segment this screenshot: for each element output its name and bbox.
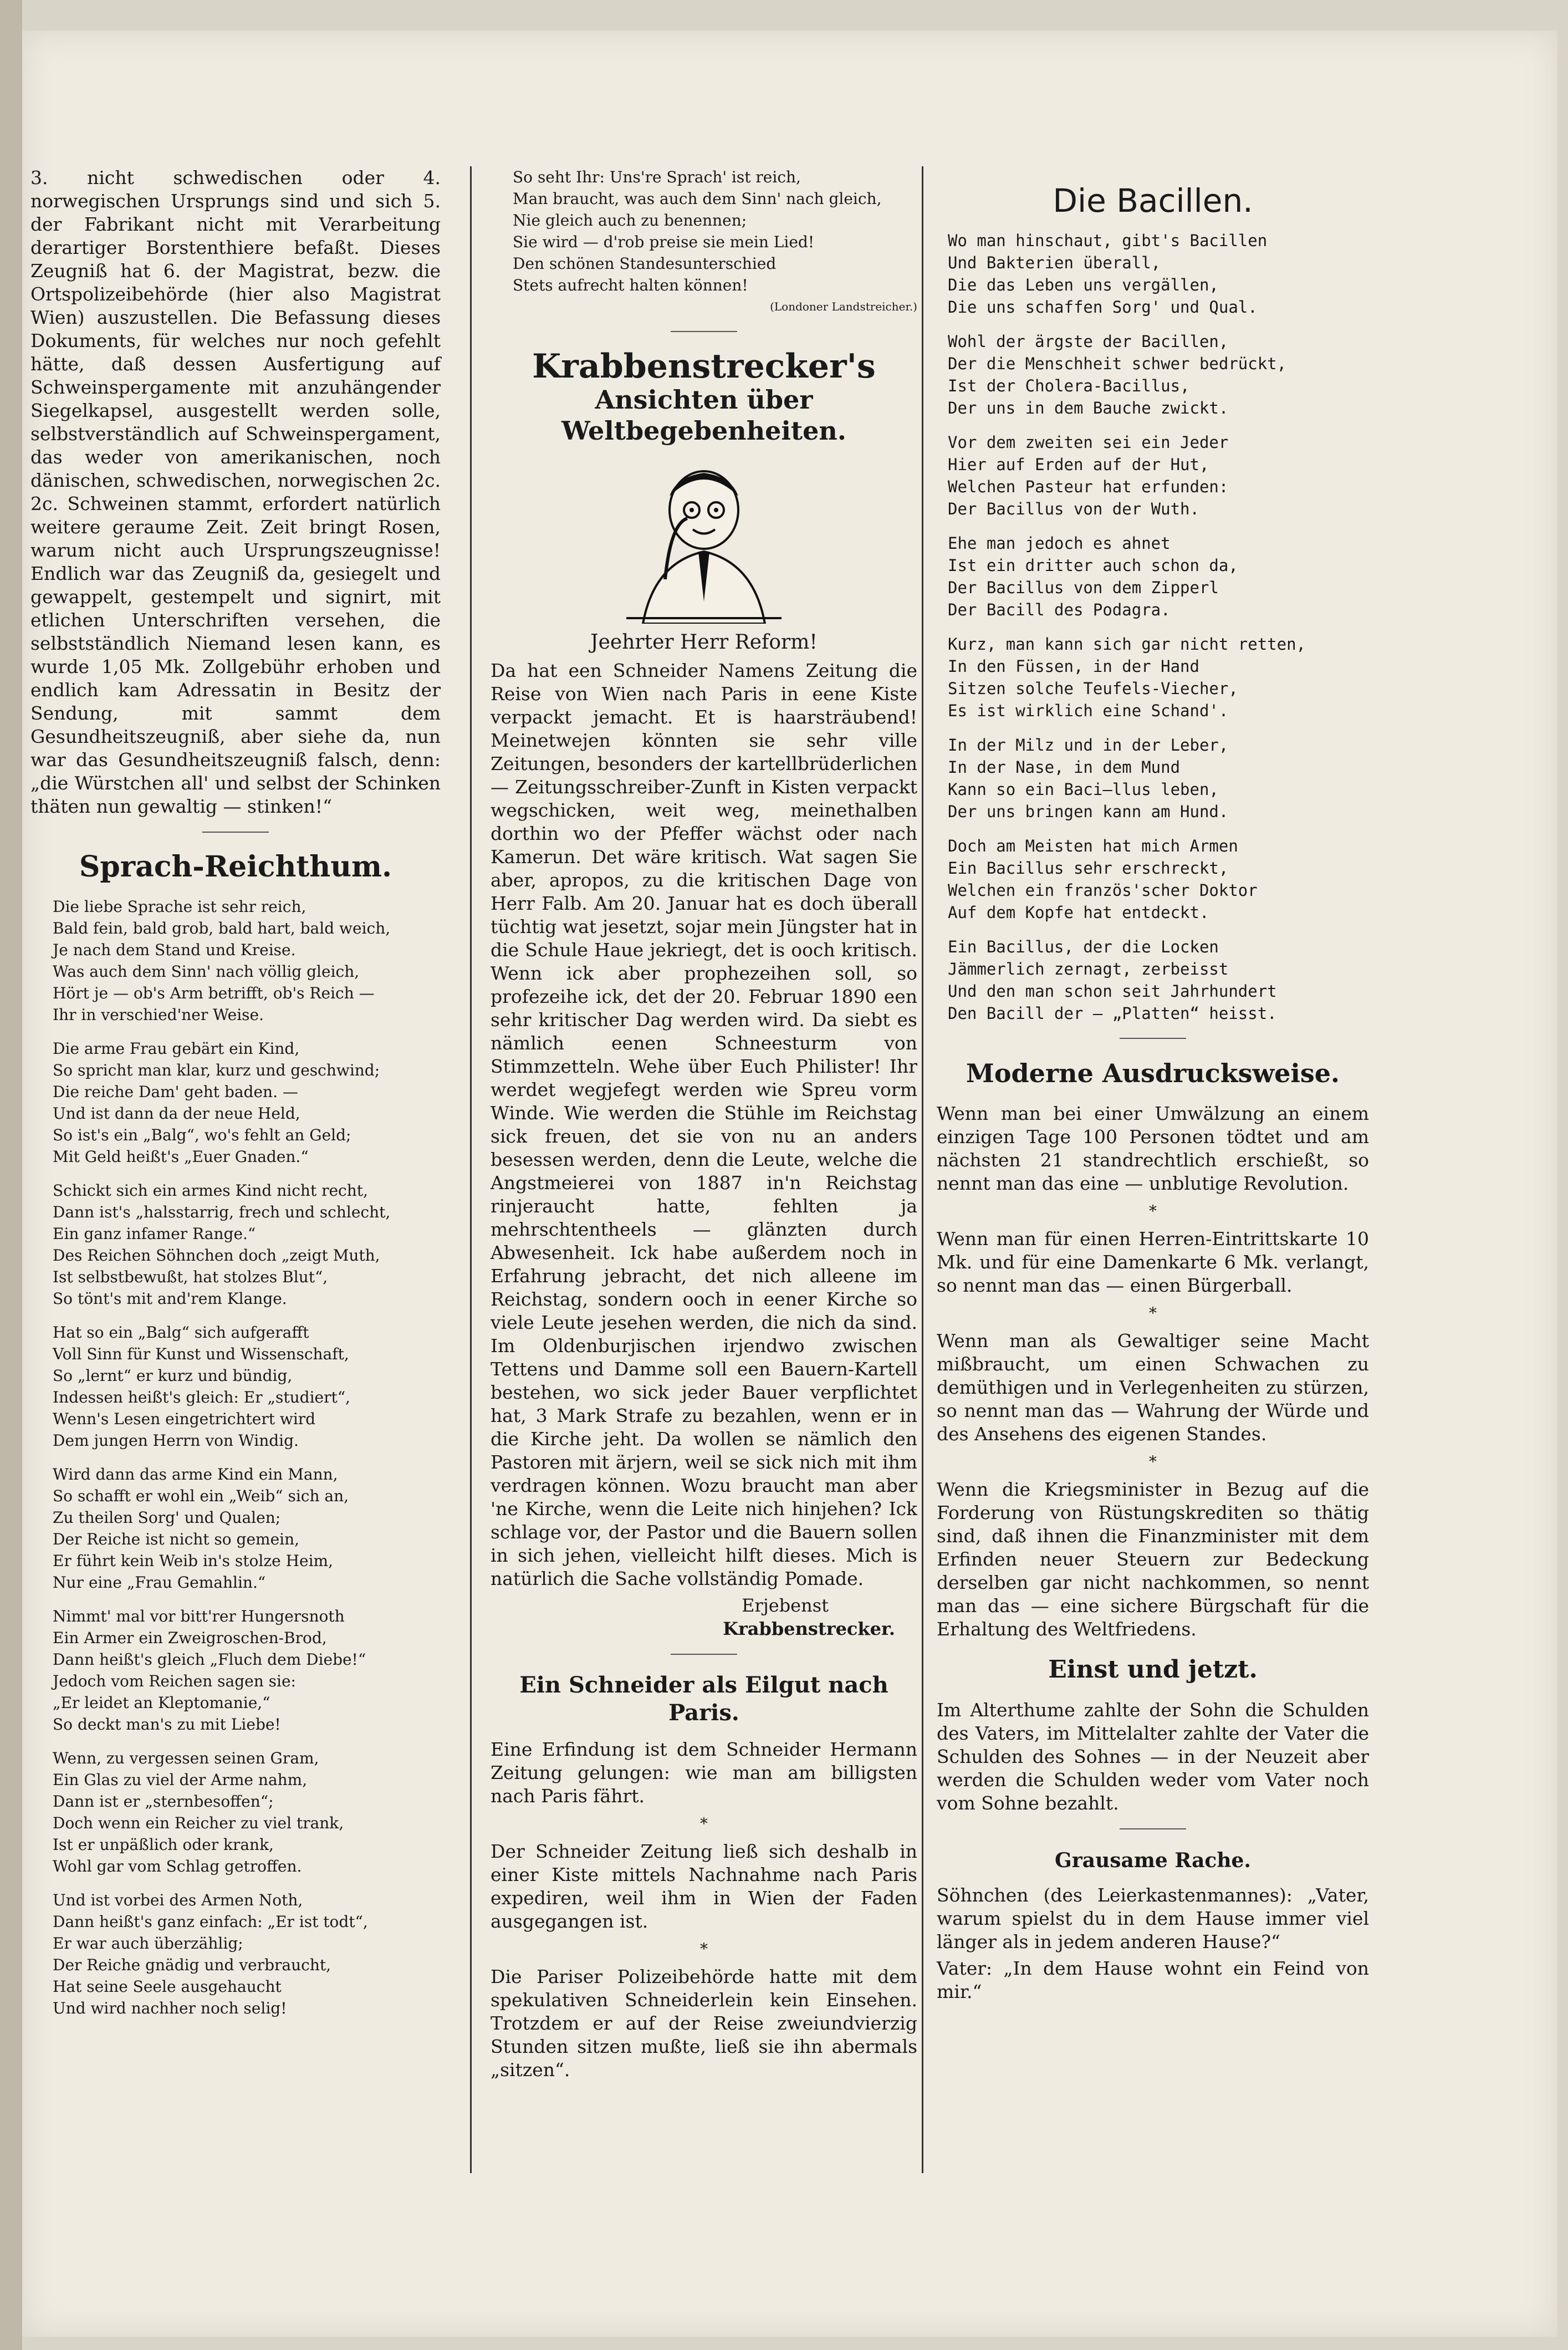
column-left bbox=[30, 166, 441, 2031]
verse-line: Mit Geld heißt's „Euer Gnaden.“ bbox=[53, 1148, 309, 1166]
verse-line: Und wird nachher noch selig! bbox=[53, 1999, 287, 2017]
verse-line: Man braucht, was auch dem Sinn' nach gleich, bbox=[513, 190, 882, 208]
verse-line: Jämmerlich zernagt, zerbeisst bbox=[948, 960, 1229, 978]
verse-line: Dann ist er „sternbesoffen“; bbox=[53, 1792, 274, 1811]
verse-line: Nimmt' mal vor bitt'rer Hungersnoth bbox=[53, 1607, 345, 1625]
bacillen-stanza bbox=[937, 936, 1369, 1024]
separator bbox=[671, 331, 737, 332]
verse-line: Auf dem Kopfe hat entdeckt. bbox=[948, 903, 1209, 922]
article-paragraph: Die Pariser Polizeibehörde hatte mit dem spekulativen Schneiderlein kein Einsehen. Trotzdem er auf der Reise zweiundvierzig Stunden sitzen mußte, ließ sie ihn abermals „sitzen“. bbox=[491, 1966, 917, 2081]
intro-paragraph: 3. nicht schwedischen oder 4. norwegischen Ursprungs sind und sich 5. der Fabrikant nicht mit Verarbeitung derartiger Borstenthiere befaßt. Dieses Zeugniß hat 6. der Magistrat, bezw. die Ortspolizeibehörde (hier also Magistrat Wien) auszustellen. Die Befassung dieses Dokuments, für welches nur noch gefehlt hätte, daß dessen Ausfertigung auf Schweinspergamente mit anzuhängender Siegelkapsel, ausgestellt werden solle, selbstverständlich auf Schweinspergament, das weder von amerikanischen, noch dänischen, schwedischen, norwegischen 2c. 2c. Schweinen stammt, erfordert natürlich weitere geraume Zeit. Zeit bringt Rosen, warum nicht auch Ursprungszeugnisse! Endlich war das Zeugniß da, gesiegelt und gewappelt, gestempelt und signirt, mit etlichen Unterschriften versehen, die selbstständlich Niemand lesen kann, es wurde 1,05 Mk. Zollgebühr erhoben und endlich kam Adressatin in Besitz der Sendung, mit sammt dem Gesundheitszeugniß, aber siehe da, nun war das Gesundheitszeugniß falsch, denn: „die Würstchen all' und selbst der Schinken thäten nun gewaltig — stinken!“ bbox=[30, 167, 441, 817]
sprach-reichthum-stanza bbox=[30, 896, 441, 1026]
verse-line: In der Nase, in dem Mund bbox=[948, 758, 1181, 777]
star-separator: * bbox=[1149, 1304, 1157, 1322]
verse-line: Sie wird — d'rob preise sie mein Lied! bbox=[513, 233, 815, 251]
verse-line: So seht Ihr: Uns're Sprach' ist reich, bbox=[513, 168, 801, 186]
verse-line: Die liebe Sprache ist sehr reich, bbox=[53, 898, 307, 916]
verse-line: Hat seine Seele ausgehaucht bbox=[53, 1977, 282, 1996]
verse-line: Hat so ein „Balg“ sich aufgerafft bbox=[53, 1323, 309, 1342]
column-rule-2 bbox=[922, 166, 923, 2173]
verse-line: Je nach dem Stand und Kreise. bbox=[53, 941, 296, 959]
article-title-moderne-ausdrucksweise: Moderne Ausdrucksweise. bbox=[966, 1058, 1340, 1088]
verse-line: Ist der Cholera-Bacillus, bbox=[948, 376, 1190, 395]
poem-bacillen bbox=[937, 230, 1369, 1024]
verse-line: Ist er unpäßlich oder krank, bbox=[53, 1836, 274, 1854]
separator bbox=[1120, 1038, 1186, 1039]
star-separator: * bbox=[700, 1814, 708, 1833]
verse-line: So schafft er wohl ein „Weib“ sich an, bbox=[53, 1487, 349, 1505]
verse-line: Nur eine „Frau Gemahlin.“ bbox=[53, 1573, 266, 1592]
verse-line: Er war auch überzählig; bbox=[53, 1934, 243, 1953]
article-title-schneider: Ein Schneider als Eilgut nach Paris. bbox=[519, 1672, 888, 1726]
verse-line: Die reiche Dam' geht baden. — bbox=[53, 1083, 298, 1101]
intro-article bbox=[30, 166, 441, 818]
verse-line: Und den man schon seit Jahrhundert bbox=[948, 982, 1277, 1001]
article-paragraph: Wenn man für einen Herren-Eintrittskarte 10 Mk. und für eine Damenkarte 6 Mk. verlangt, so nennt man das — einen Bürgerball. bbox=[937, 1228, 1369, 1296]
verse-line: Wenn's Lesen eingetrichtert wird bbox=[53, 1410, 316, 1428]
column-middle bbox=[491, 166, 917, 2085]
verse-line: Was auch dem Sinn' nach völlig gleich, bbox=[53, 962, 360, 981]
column-right bbox=[937, 166, 1369, 2007]
verse-line: Der Bacillus von dem Zipperl bbox=[948, 578, 1219, 597]
article-title-grausame-rache: Grausame Rache. bbox=[1055, 1849, 1251, 1872]
column-title-krabbenstrecker: Krabbenstrecker's bbox=[532, 347, 876, 386]
letter-closing: Erjebenst bbox=[742, 1595, 829, 1616]
verse-line: Dann heißt's ganz einfach: „Er ist todt“, bbox=[53, 1913, 368, 1931]
verse-line: Dann heißt's gleich „Fluch dem Diebe!“ bbox=[53, 1650, 366, 1669]
article-paragraph: Eine Erfindung ist dem Schneider Hermann Zeitung gelungen: wie man am billigsten nach Paris fährt. bbox=[491, 1739, 917, 1807]
bacillen-stanza bbox=[937, 734, 1369, 823]
verse-line: Jedoch vom Reichen sagen sie: bbox=[53, 1672, 296, 1690]
verse-line: Wenn, zu vergessen seinen Gram, bbox=[53, 1749, 319, 1767]
bacillen-stanza bbox=[937, 431, 1369, 520]
verse-line: Des Reichen Söhnchen doch „zeigt Muth, bbox=[53, 1246, 380, 1265]
bacillen-stanza bbox=[937, 330, 1369, 419]
separator bbox=[202, 832, 269, 833]
verse-line: Der uns bringen kann am Hund. bbox=[948, 802, 1229, 821]
verse-line: Die arme Frau gebärt ein Kind, bbox=[53, 1039, 300, 1058]
verse-line: Dann ist's „halsstarrig, frech und schlecht, bbox=[53, 1203, 391, 1221]
verse-line: Es ist wirklich eine Schand'. bbox=[948, 701, 1229, 720]
verse-line: In der Milz und in der Leber, bbox=[948, 736, 1229, 755]
verse-line: So spricht man klar, kurz und geschwind; bbox=[53, 1061, 380, 1079]
verse-line: Dem jungen Herrn von Windig. bbox=[53, 1431, 299, 1450]
article-schneider-body bbox=[491, 1738, 917, 2082]
poem-credit: (Londoner Landstreicher.) bbox=[770, 300, 917, 313]
sprach-reichthum-stanza bbox=[30, 1464, 441, 1593]
verse-line: Wohl der ärgste der Bacillen, bbox=[948, 332, 1229, 351]
verse-line: Vor dem zweiten sei ein Jeder bbox=[948, 433, 1229, 452]
article-paragraph: Der Schneider Zeitung ließ sich deshalb in einer Kiste mittels Nachnahme nach Paris expediren, weil ihm in Wien der Faden ausgegangen ist. bbox=[491, 1841, 917, 1932]
sprach-reichthum-stanza bbox=[30, 1180, 441, 1309]
bacillen-stanza bbox=[937, 230, 1369, 318]
article-paragraph: Wenn die Kriegsminister in Bezug auf die Forderung von Rüstungskrediten so thätig sind, daß ihnen die Finanzminister mit dem Erfinden neuer Steuern zur Bedeckung derselben gar nicht nachkommen, so nennt man das — eine sichere Bürgschaft für die Erhaltung des Weltfriedens. bbox=[937, 1479, 1369, 1640]
verse-line: Indessen heißt's gleich: Er „studiert“, bbox=[53, 1388, 350, 1406]
verse-line: So tönt's mit and'rem Klange. bbox=[53, 1289, 287, 1308]
article-paragraph: Wenn man als Gewaltiger seine Macht mißbraucht, um einen Schwachen zu demüthigen und in Verlegenheiten zu stürzen, so nennt man das — Wahrung der Würde und des Ansehens des eigenen Standes. bbox=[937, 1330, 1369, 1445]
verse-line: Der Bacill des Podagra. bbox=[948, 600, 1171, 619]
verse-line: Ist selbstbewußt, hat stolzes Blut“, bbox=[53, 1268, 328, 1286]
verse-line: Sitzen solche Teufels-Viecher, bbox=[948, 679, 1238, 698]
verse-line: „Er leidet an Kleptomanie,“ bbox=[53, 1694, 270, 1712]
column-rule-1 bbox=[470, 166, 472, 2173]
verse-line: So deckt man's zu mit Liebe! bbox=[53, 1715, 281, 1734]
verse-line: Wird dann das arme Kind ein Mann, bbox=[53, 1465, 338, 1484]
verse-line: Der Reiche ist nicht so gemein, bbox=[53, 1530, 300, 1548]
article-rache-body: Söhnchen (des Leierkastenmannes): „Vater, warum spielst du in dem Hause immer viel länger als in jedem anderen Hause?“ Vater: „In dem Hause wohnt ein Feind von mir.“ bbox=[937, 1884, 1369, 2002]
verse-line: Der Reiche gnädig und verbraucht, bbox=[53, 1956, 331, 1974]
verse-line: Ein ganz infamer Range.“ bbox=[53, 1225, 256, 1243]
verse-line: Kann so ein Baci—llus leben, bbox=[948, 780, 1219, 799]
verse-line: Und ist dann da der neue Held, bbox=[53, 1104, 300, 1123]
star-separator: * bbox=[700, 1940, 708, 1958]
article-moderne-body bbox=[937, 1102, 1369, 1641]
bacillen-stanza bbox=[937, 835, 1369, 924]
verse-line: Den Bacill der — „Platten“ heisst. bbox=[948, 1004, 1277, 1023]
verse-line: Wo man hinschaut, gibt's Bacillen bbox=[948, 231, 1268, 250]
verse-line: Welchen ein französ'scher Doktor bbox=[948, 881, 1258, 900]
poem-sprach-reichthum bbox=[30, 896, 441, 2019]
verse-line: Und ist vorbei des Armen Noth, bbox=[53, 1891, 303, 1909]
verse-line: Ein Bacillus, der die Locken bbox=[948, 937, 1219, 956]
article-paragraph: Wenn man bei einer Umwälzung an einem einzigen Tage 100 Personen tödtet und am nächsten 21 standrechtlich erschießt, so nennt man das eine — unblutige Revolution. bbox=[937, 1103, 1369, 1194]
verse-line: Der uns in dem Bauche zwickt. bbox=[948, 399, 1229, 417]
star-separator: * bbox=[1149, 1452, 1157, 1471]
verse-line: In den Füssen, in der Hand bbox=[948, 657, 1199, 676]
verse-line: Hört je — ob's Arm betrifft, ob's Reich — bbox=[53, 984, 375, 1002]
verse-line: Der Bacillus von der Wuth. bbox=[948, 499, 1199, 518]
adjacent-page-edge bbox=[0, 0, 22, 2350]
verse-line: Doch wenn ein Reicher zu viel trank, bbox=[53, 1814, 344, 1832]
verse-line: Ist ein dritter auch schon da, bbox=[948, 556, 1238, 575]
verse-line: Die uns schaffen Sorg' und Qual. bbox=[948, 298, 1258, 317]
verse-line: Hier auf Erden auf der Hut, bbox=[948, 455, 1209, 474]
letter-signature: Krabbenstrecker. bbox=[723, 1618, 895, 1639]
star-separator: * bbox=[1149, 1202, 1157, 1220]
article-title-einst-und-jetzt: Einst und jetzt. bbox=[1048, 1655, 1258, 1684]
letter-salutation: Jeehrter Herr Reform! bbox=[590, 631, 818, 654]
verse-line: Ein Glas zu viel der Arme nahm, bbox=[53, 1771, 308, 1789]
verse-line: Und Bakterien überall, bbox=[948, 253, 1161, 272]
bacillen-stanza bbox=[937, 633, 1369, 722]
verse-line: So ist's ein „Balg“, wo's fehlt an Geld; bbox=[53, 1126, 351, 1144]
sprach-reichthum-stanza bbox=[30, 1038, 441, 1168]
verse-line: Nie gleich auch zu benennen; bbox=[513, 211, 747, 230]
poem-title-bacillen: Die Bacillen. bbox=[1053, 182, 1253, 220]
verse-line: Wohl gar vom Schlag getroffen. bbox=[53, 1857, 302, 1875]
verse-line: Kurz, man kann sich gar nicht retten, bbox=[948, 635, 1306, 654]
bacillen-stanza bbox=[937, 532, 1369, 621]
article-einst-body: Im Alterthume zahlte der Sohn die Schulden des Vaters, im Mittelalter zahlte der Vater die Schulden des Sohnes — in der Neuzeit aber werden die Schulden weder vom Vater noch vom Sohne bezahlt. bbox=[937, 1699, 1369, 1814]
verse-line: Die das Leben uns vergällen, bbox=[948, 276, 1219, 294]
verse-line: Ehe man jedoch es ahnet bbox=[948, 534, 1171, 553]
verse-line: Bald fein, bald grob, bald hart, bald weich, bbox=[53, 919, 391, 937]
caricature-illustration bbox=[604, 457, 804, 624]
verse-line: Ihr in verschied'ner Weise. bbox=[53, 1006, 264, 1024]
separator bbox=[1120, 1828, 1186, 1829]
sprach-reichthum-stanza bbox=[30, 1322, 441, 1451]
separator bbox=[671, 1654, 737, 1655]
verse-line: Schickt sich ein armes Kind nicht recht, bbox=[53, 1181, 368, 1200]
verse-line: So „lernt“ er kurz und bündig, bbox=[53, 1367, 293, 1385]
sprach-reichthum-stanza bbox=[30, 1747, 441, 1877]
letter-body: Da hat een Schneider Namens Zeitung die Reise von Wien nach Paris in eene Kiste verpackt jemacht. Et is haarsträubend! Meinetwejen könnten sie sehr ville Zeitungen, besonders der kartellbrüderlichen — Zeitungsschreiber-Zunft in Kisten verpackt wegschicken, weit weg, meinethalben dorthin wo der Pfeffer wächst oder nach Kamerun. Det wäre kritisch. Wat sagen Sie aber, apropos, zu die kritischen Dage von Herr Falb. Am 20. Januar hat es doch überall tüchtig wat jesetzt, sojar mein Jüngster hat in die Schule Haue jekriegt, det is ooch kritisch. Wenn ick aber prophezeihen soll, so profezeihe ick, det der 20. Februar 1890 een sehr kritischer Dag werden wird. Da siebt es nämlich eenen Schneesturm von Stimmzetteln. Wehe über Euch Philister! Ihr werdet wegjefegt werden wie Spreu vorm Winde. Wie werden die Stühle im Reichstag sick freuen, det sie von nu an anders besessen werden, denn die Leute, welche die Angstmeierei von 1887 in'n Reichstag rinjeraucht hatte, fehlten ja mehrschtentheels — glänzten durch Abwesenheit. Ick habe außerdem noch in Erfahrung jebracht, det nich alleene im Reichstag, sondern ooch in eener Kirche so viele Leute jesehen werden, die nich da sind. Im Oldenburjischen irjendwo zwischen Tettens und Damme soll een Bauern-Kartell bestehen, wo sick jeder Bauer verpflichtet hat, 3 Mark Strafe zu bezahlen, wenn er in die Kirche jeht. Da wollen se nämlich den Pastoren mit ärjern, weil se sick nich mit ihm verdragen können. Wozu braucht man aber 'ne Kirche, wenn die Leite nich hinjehen? Ick schlage vor, der Pastor und die Bauern sollen in sich jehen, vielleicht hilft dieses. Mich is natürlich die Sache vollständig Pomade. bbox=[491, 660, 917, 1589]
verse-line: Doch am Meisten hat mich Armen bbox=[948, 837, 1238, 855]
verse-line: Ein Armer ein Zweigroschen-Brod, bbox=[53, 1629, 327, 1647]
verse-line: Ein Bacillus sehr erschreckt, bbox=[948, 859, 1229, 878]
verse-line: Den schönen Standesunterschied bbox=[513, 254, 777, 273]
verse-line: Zu theilen Sorg' und Qualen; bbox=[53, 1508, 281, 1527]
verse-line: Stets aufrecht halten können! bbox=[513, 276, 748, 294]
poem-title-sprach-reichthum: Sprach-Reichthum. bbox=[79, 850, 392, 884]
verse-line: Welchen Pasteur hat erfunden: bbox=[948, 477, 1229, 496]
poem-ending-stanza bbox=[491, 166, 917, 318]
verse-line: Der die Menschheit schwer bedrückt, bbox=[948, 354, 1287, 373]
verse-line: Voll Sinn für Kunst und Wissenschaft, bbox=[53, 1345, 349, 1363]
verse-line: Er führt kein Weib in's stolze Heim, bbox=[53, 1552, 333, 1570]
column-subtitle: Ansichten über Weltbegebenheiten. bbox=[561, 385, 846, 446]
sprach-reichthum-stanza bbox=[30, 1889, 441, 2019]
sprach-reichthum-stanza bbox=[30, 1605, 441, 1735]
